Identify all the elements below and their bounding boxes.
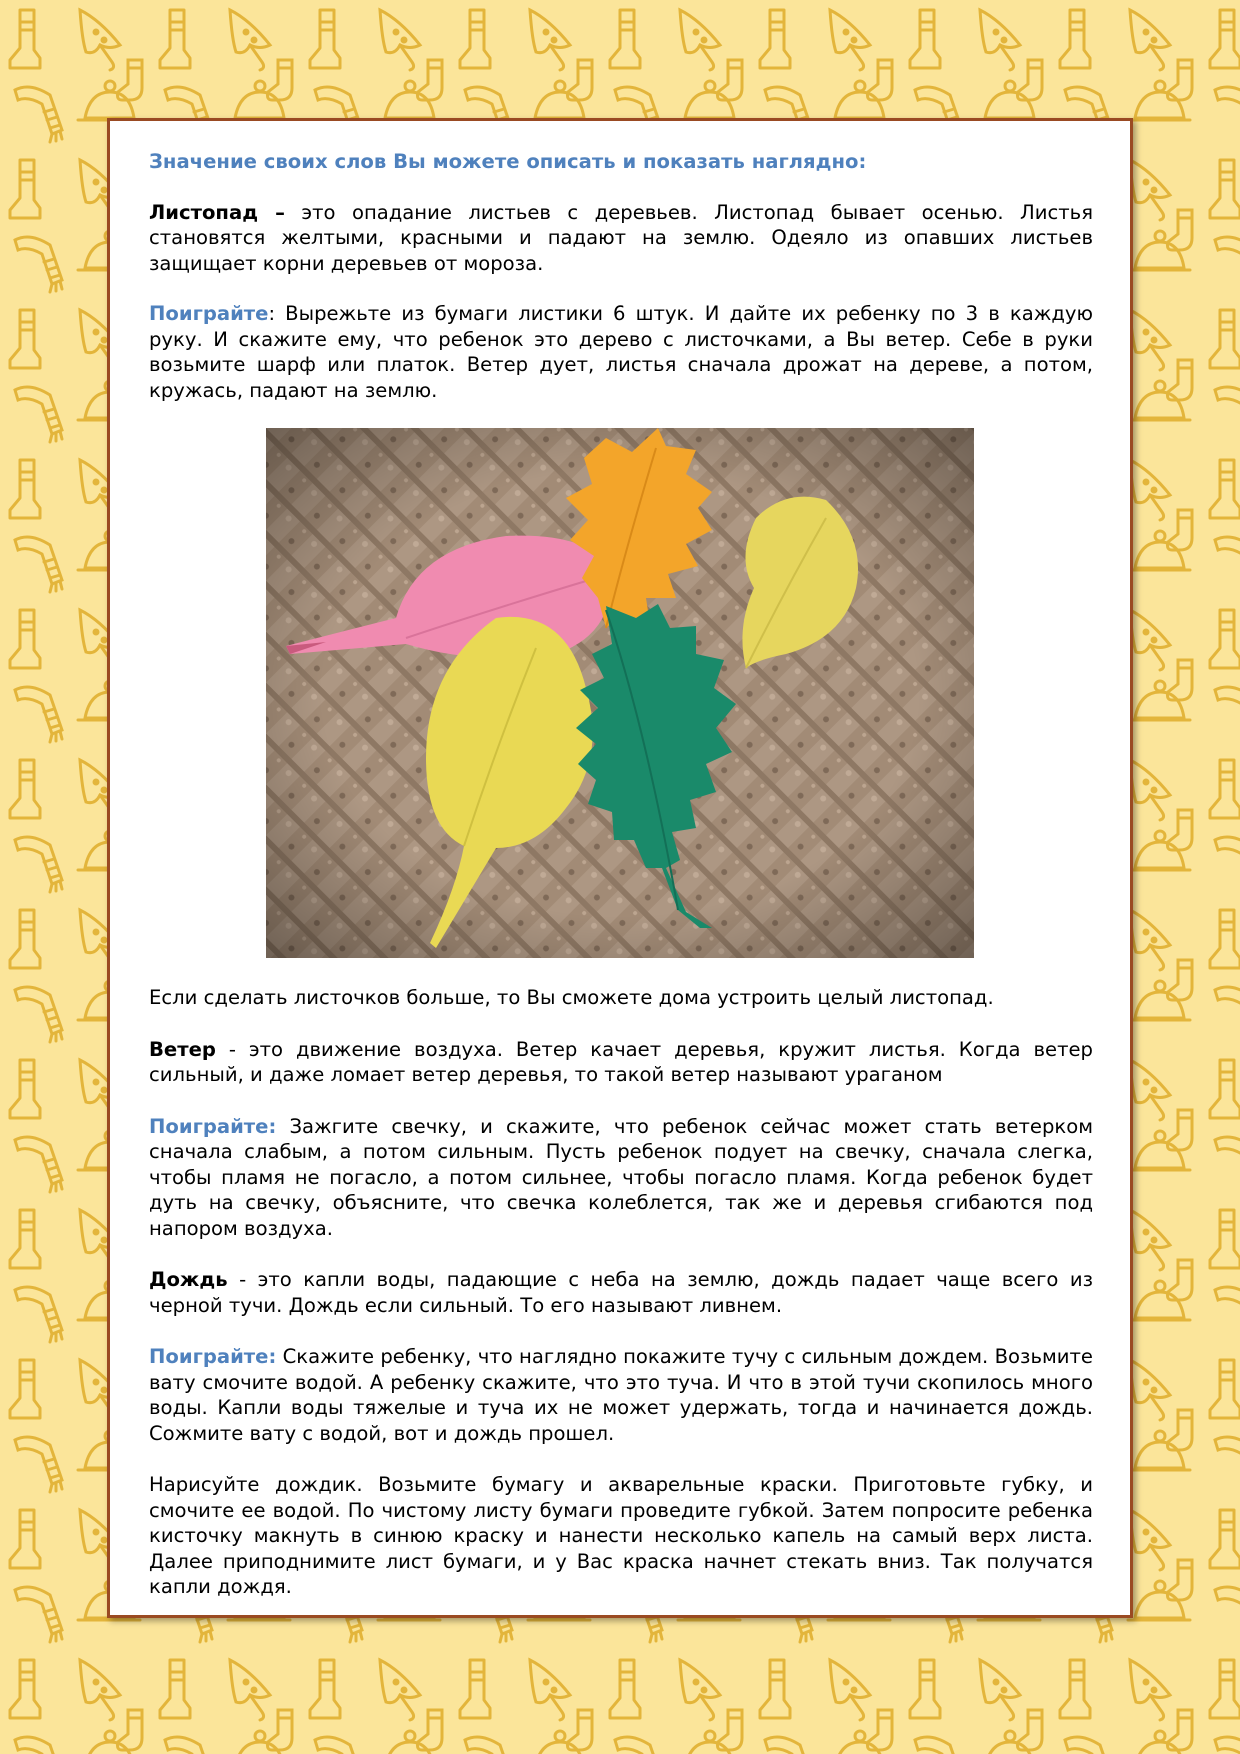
- text-game-1: : Вырежьте из бумаги листики 6 штук. И дайте их ребенку по 3 в каждую руку. И скажите ему, что ребенок это дерево с листочками, а Вы ветер. Себе в руки возьмите шарф или платок. Ветер дует, листья сначала дрожат на дереве, а потом, кружась, падают на землю.: [149, 302, 1093, 402]
- paragraph-after-photo: Если сделать листочков больше, то Вы сможете дома устроить целый листопад.: [149, 986, 994, 1009]
- term-listopad: Листопад –: [149, 200, 285, 224]
- content-page: [107, 118, 1133, 1618]
- text-veter: - это движение воздуха. Ветер качает деревья, кружит листья. Когда ветер сильный, и даже ломает ветер деревья, то такой ветер называют ураганом: [149, 1037, 1093, 1086]
- text-game-2: Зажгите свечку, и скажите, что ребенок сейчас может стать ветерком сначала слабым, а потом сильным. Пусть ребенок подует на свечку, сначала слегка, чтобы пламя не погасло, а потом сильнее, чтобы погасло пламя. Когда ребенок будет дуть на свечку, объясните, что свечка колеблется, так же и деревья сгибаются под напором воздуха.: [149, 1114, 1093, 1240]
- term-dozhd: Дождь: [149, 1268, 228, 1291]
- paragraph-listopad: [149, 200, 1093, 277]
- term-veter: Ветер: [149, 1037, 216, 1061]
- text-listopad: это опадание листьев с деревьев. Листопад бывает осенью. Листья становятся желтыми, красными и падают на землю. Одеяло из опавших листьев защищает корни деревьев от мороза.: [149, 200, 1093, 275]
- label-game-3: Поиграйте:: [149, 1345, 277, 1368]
- content-body: [149, 149, 1093, 1600]
- paragraph-veter: [149, 1037, 1093, 1088]
- paragraph-draw: Нарисуйте дождик. Возьмите бумагу и акварельные краски. Приготовьте губку, и смочите ее водой. По чистому листу бумаги проведите губкой. Затем попросите ребенка кисточку макнуть в синюю краску и нанести несколько капель на самый верх листа. Далее приподнимите лист бумаги, и у Вас краска начнет стекать вниз. Так получатся капли дождя.: [149, 1473, 1093, 1598]
- text-dozhd: - это капли воды, падающие с неба на землю, дождь падает чаще всего из черной тучи. Дождь если сильный. То его называют ливнем.: [149, 1268, 1093, 1317]
- paragraph-game-2: [149, 1114, 1093, 1242]
- paragraph-game-1: [149, 301, 1093, 403]
- paragraph-dozhd: [149, 1267, 1093, 1318]
- paragraph-game-3: [149, 1344, 1093, 1446]
- text-game-3: Скажите ребенку, что наглядно покажите тучу с сильным дождем. Возьмите вату смочите водой. А ребенку скажите, что это туча. И что в этой тучи скопилось много воды. Капли воды тяжелые и туча их не может удержать, тогда и начинается дождь. Сожмите вату с водой, вот и дождь прошел.: [149, 1345, 1093, 1445]
- photo-container: [149, 428, 1093, 958]
- label-game-2: Поиграйте:: [149, 1114, 277, 1138]
- paper-leaves-photo: [266, 428, 974, 958]
- page-heading: Значение своих слов Вы можете описать и показать наглядно:: [149, 150, 867, 173]
- label-game-1: Поиграйте: [149, 302, 269, 325]
